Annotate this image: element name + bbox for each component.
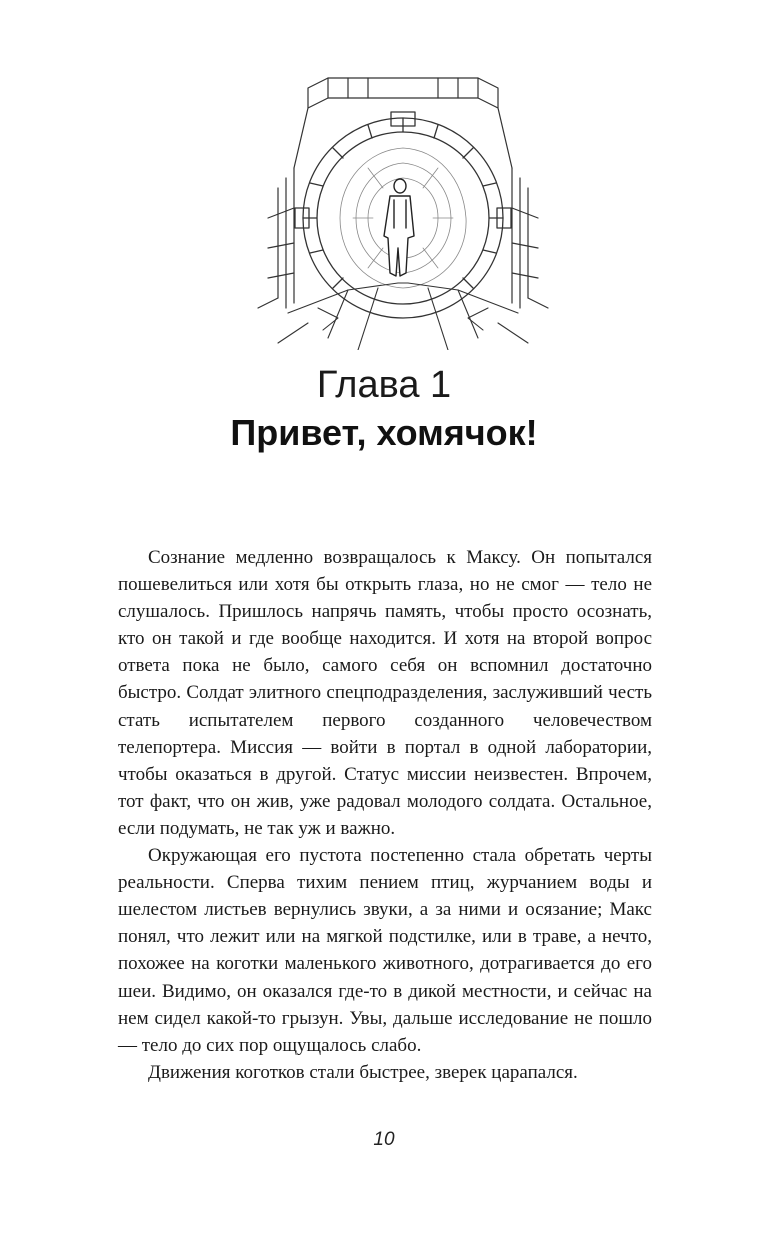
astronaut-figure	[384, 179, 414, 276]
page-number: 10	[373, 1129, 395, 1150]
paragraph: Сознание медленно возвращалось к Максу. Он попытался пошевелиться или хотя бы открыть глаза, но не смог — тело не слушалось. Пришлось напрячь память, чтобы просто осознать, кто он такой и где вообще находится. И хотя на второй вопрос ответа пока не было, самого себя он вспомнил достаточно быстро. Солдат элитного спецподразделения, заслуживший честь стать испытателем первого созданного человечеством телепортера. Миссия — войти в портал в одной лаборатории, чтобы оказаться в другой. Статус миссии неизвестен. Впрочем, тот факт, что он жив, уже радовал молодого солдата. Остальное, если подумать, не так уж и важно.	[118, 547, 652, 839]
paragraph: Движения коготков стали быстрее, зверек царапался.	[148, 1061, 578, 1083]
portal-gate-illustration	[248, 68, 558, 350]
chapter-body	[118, 544, 652, 1086]
chapter-title: Привет, хомячок!	[230, 412, 538, 453]
floor-platform	[278, 283, 528, 350]
paragraph: Окружающая его пустота постепенно стала обретать черты реальности. Сперва тихим пением птиц, журчанием воды и шелестом листьев вернулись звуки, а за ними и осязание; Макс понял, что лежит или на мягкой подстилке, или в траве, а нечто, похожее на коготки маленького животного, дотрагивается до его шеи. Видимо, он оказался где-то в дикой местности, и сейчас на нем сидел какой-то грызун. Увы, дальше исследование не пошло — тело до сих пор ощущалось слабо.	[118, 845, 652, 1056]
chapter-number: Глава 1	[316, 364, 452, 406]
